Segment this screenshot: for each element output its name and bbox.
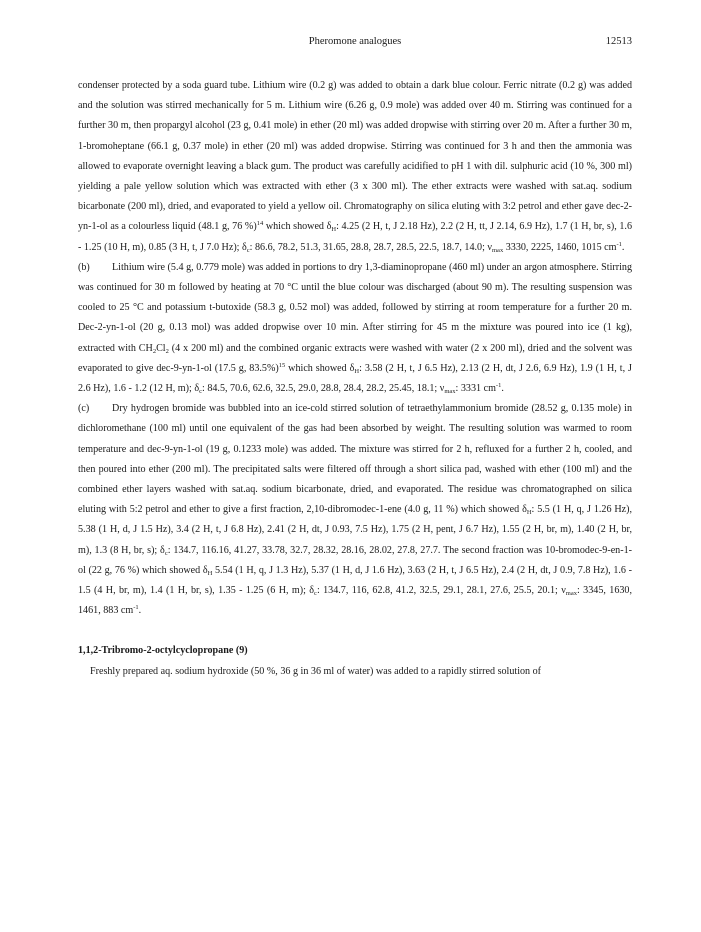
subscript: c	[246, 246, 250, 254]
running-title: Pheromone analogues	[308, 36, 402, 47]
superscript: -1	[133, 604, 139, 612]
subscript: H	[331, 226, 337, 234]
subscript: max	[444, 388, 456, 396]
page-number: 12513	[605, 36, 632, 47]
subscript: c	[164, 549, 168, 557]
reference-marker: 14	[256, 220, 264, 228]
text-run: 3330, 2225, 1460, 1015 cm	[503, 241, 617, 253]
reference-marker: 15	[278, 361, 286, 369]
subscript: H	[354, 367, 360, 375]
text-run: Dry hydrogen bromide was bubbled into an ice-cold stirred solution of tetraethylammonium bromide (28.52 g, 0.135 mole) in dichloromethane (100 ml) until one equivalent of the gas had been absorbed by weight. The resulting solution was warmed to room temperature and dec-9-yn-1-ol (19 g, 0.1233 mole) was added. The mixture was stirred for 2 h, refluxed for a further 2 h, cooled, and then poured into ether (200 ml). The precipitated salts were filtered off through a short silica pad, washed with ether (100 ml) and the combined ether layers washed with sat.aq. sodium bicarbonate, dried, and evaporated. The residue was chromatographed on silica eluting with 5:2 petrol and ether to give a first fraction, 2,10-dibromodec-1-ene (4.0 g, 11 %) which showed δ	[78, 403, 632, 516]
subscript: c	[199, 388, 202, 396]
text-run: : 134.7, 116, 62.8, 41.2, 32.5, 29.1, 28.1, 27.6, 25.5, 20.1; ν	[316, 585, 566, 597]
body-text	[78, 76, 632, 682]
text-run: : 134.7, 116.16, 41.27, 33.78, 32.7, 28.32, 28.16, 28.02, 27.8, 27.7. The second fraction was 10-bromodec-9-en-1-ol (22 g, 76 %) which showed δ	[78, 544, 633, 576]
subscript: 2	[165, 347, 169, 355]
text-run: condenser protected by a soda guard tube. Lithium wire (0.2 g) was added to obtain a dark blue colour. Ferric nitrate (0.2 g) was added and the solution was stirred mechanically for 5 m. Lithium wire (6.26 g, 0.9 mole) was added over 40 m. Stirring was continued for a further 30 m, then propargyl alcohol (23 g, 0.41 mole) in ether (20 ml) was added dropwise with stirring over 20 m. After a further 30 m, 1-bromoheptane (66.1 g, 0.37 mole) in ether (20 ml) was added dropwise. Stirring was continued for 3 h and then the ammonia was allowed to evaporate overnight leaving a black gum. The product was carefully acidified to pH 1 with dil. sulphuric acid (10 %, 300 ml) yielding a pale yellow solution which was extracted with ether (3 x 300 ml). The ether extracts were washed with sat.aq. sodium bicarbonate (200 ml), dried, and evaporated to yield a yellow oil. Chromatography on silica eluting with 3:2 petrol and ether gave dec-2-yn-1-ol as a colourless liquid (48.1 g, 76 %)	[78, 80, 632, 233]
subscript: c	[314, 590, 317, 598]
superscript: -1	[495, 382, 502, 390]
text-run: .	[501, 383, 504, 395]
text-run: : 5.5 (1 H, q, J 1.26 Hz), 5.38 (1 H, d, J 1.5 Hz), 3.4 (2 H, t, J 6.8 Hz), 2.41 (2 H, dt, J 0.93, 7.5 Hz), 1.75 (2 H, pent, J 6.7 Hz), 1.55 (2 H, br, m), 1.40 (2 H, br, m), 1.3 (8 H, br, s); δ	[78, 504, 633, 556]
subscript: 2	[152, 347, 157, 355]
subscript: H	[207, 569, 213, 577]
text-run: .	[621, 241, 625, 253]
paragraph-label: (c)	[78, 403, 90, 415]
running-header	[78, 36, 632, 52]
text-run: : 3345, 1630, 1461, 883 cm	[78, 585, 632, 617]
superscript: -1	[616, 240, 622, 248]
text-run: .	[138, 605, 142, 617]
text-run: Cl	[156, 342, 166, 354]
paragraph-label: (b)	[78, 261, 90, 273]
text-run: Lithium wire (5.4 g, 0.779 mole) was added in portions to dry 1,3-diaminopropane (460 ml) under an argon atmosphere. Stirring was continued for 30 m followed by heating at 70 °C until the blue colour was discharged (about 90 m). The resulting suspension was cooled to 25 °C and potassium t-butoxide (58.3 g, 0.52 mol) was added, followed by stirring at room temperature for a further 20 m. Dec-2-yn-1-ol (20 g, 0.13 mol) was added dropwise over 10 min. After stirring for 45 m the mixture was poured into ice (1 kg), extracted with CH	[78, 261, 632, 354]
paragraph-a-continued	[78, 76, 632, 258]
text-run: : 84.5, 70.6, 62.6, 32.5, 29.0, 28.8, 28.4, 28.2, 25.45, 18.1; ν	[202, 383, 445, 395]
text-run: which showed δ	[285, 362, 355, 374]
text-run: : 86.6, 78.2, 51.3, 31.65, 28.8, 28.7, 28.5, 22.5, 18.7, 14.0; ν	[249, 241, 492, 253]
text-run: : 4.25 (2 H, t, J 2.18 Hz), 2.2 (2 H, tt, J 2.14, 6.9 Hz), 1.7 (1 H, br, s), 1.6 - 1.25 (10 H, m), 0.85 (3 H, t, J 7.0 Hz); δ	[78, 221, 632, 253]
section-heading: 1,1,2-Tribromo-2-octylcyclopropane (9)	[78, 645, 248, 657]
text-run: : 3331 cm	[455, 383, 496, 395]
subscript: max	[492, 246, 504, 254]
section-paragraph: Freshly prepared aq. sodium hydroxide (50 %, 36 g in 36 ml of water) was added to a rapidly stirred solution of	[90, 665, 542, 677]
subscript: H	[526, 509, 532, 517]
paragraph-b	[78, 258, 632, 399]
subscript: max	[565, 590, 577, 598]
text-run: (4 x 200 ml) and the combined organic extracts were washed with water (2 x 200 ml), dried and the solvent was evaporated to give dec-9-yn-1-ol (17.5 g, 83.5%)	[78, 342, 632, 374]
text-run: 5.54 (1 H, q, J 1.3 Hz), 5.37 (1 H, d, J 1.6 Hz), 3.63 (2 H, t, J 6.5 Hz), 2.4 (2 H, dt, J 0.9, 7.8 Hz), 1.6 - 1.5 (4 H, br, m), 1.4 (1 H, br, s), 1.35 - 1.25 (6 H, m); δ	[78, 564, 633, 597]
paragraph-c	[78, 399, 632, 621]
text-run: which showed δ	[263, 221, 332, 233]
text-run: : 3.58 (2 H, t, J 6.5 Hz), 2.13 (2 H, dt, J 2.6, 6.9 Hz), 1.9 (1 H, t, J 2.6 Hz), 1.6 - 1.2 (12 H, m); δ	[78, 362, 632, 395]
